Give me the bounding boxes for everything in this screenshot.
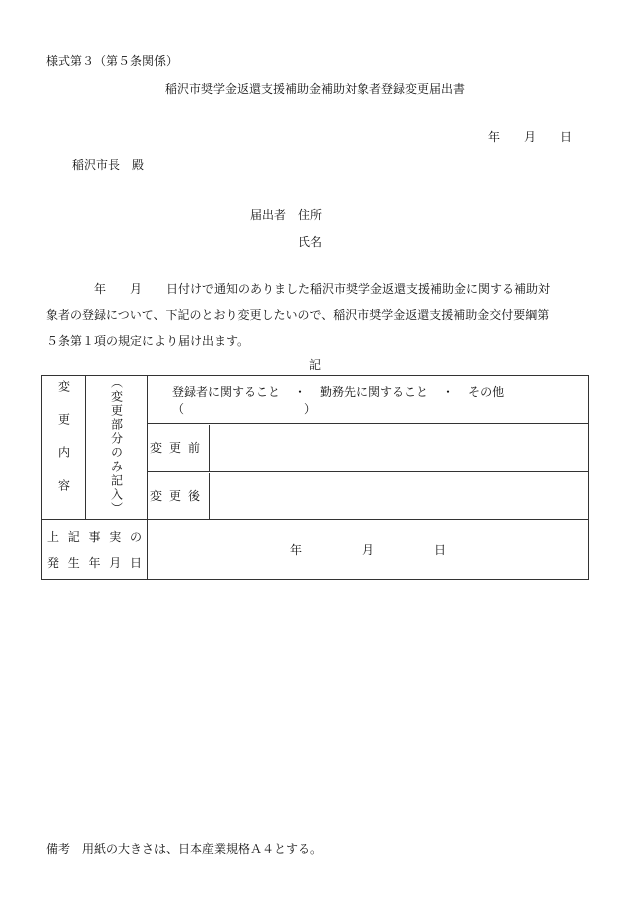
date-year-label: 年 [487,130,500,144]
occurrence-day-label: 日 [434,543,447,557]
change-part-note: （変更部分のみ記入） [109,376,124,516]
date-month-label: 月 [523,130,536,144]
occurrence-label-line2: 発 生 年 月 日 [47,555,142,570]
change-part-note-cell [86,376,148,520]
before-row [148,424,589,472]
change-content-label-cell [42,376,86,520]
after-row [148,472,589,520]
addressee: 稲沢市長 殿 [72,158,145,172]
occurrence-label-line1: 上 記 事 実 の [47,529,142,544]
body-line: 年 月 日付けで通知のありました稲沢市奨学金返還支援補助金に関する補助対 [46,282,551,296]
before-field[interactable] [210,425,588,471]
occurrence-year-label: 年 [289,543,302,557]
occurrence-date-field[interactable] [148,520,589,580]
document-title: 稲沢市奨学金返還支援補助金補助対象者登録変更届出書 [164,82,465,96]
change-table [41,375,589,580]
body-line: ５条第１項の規定により届け出ます。 [46,334,250,348]
occurrence-date-label [42,520,148,580]
occurrence-month-label: 月 [361,543,374,557]
category-separator: ・ [442,384,455,399]
change-content-label: 変更内容 [56,380,71,512]
submission-date [464,128,572,145]
category-separator: ・ [294,384,307,399]
remarks: 備考 用紙の大きさは、日本産業規格Ａ４とする。 [46,842,323,856]
category-other[interactable]: その他（ ） [172,384,505,416]
category-workplace[interactable]: 勤務先に関すること [320,384,429,399]
form-number: 様式第３（第５条関係） [46,54,179,68]
applicant-address-label: 届出者 住所 [250,208,323,222]
category-registrant[interactable]: 登録者に関すること [172,384,281,399]
after-label: 変更後 [148,473,210,519]
after-field[interactable] [210,473,588,519]
date-day-label: 日 [559,130,572,144]
before-label: 変更前 [148,425,210,471]
category-cell[interactable] [148,376,589,424]
body-text [46,276,581,354]
body-line: 象者の登録について、下記のとおり変更したいので、稲沢市奨学金返還支援補助金交付要綱第 [46,308,550,322]
ki-heading: 記 [308,358,321,372]
applicant-name-label: 氏名 [298,235,323,249]
